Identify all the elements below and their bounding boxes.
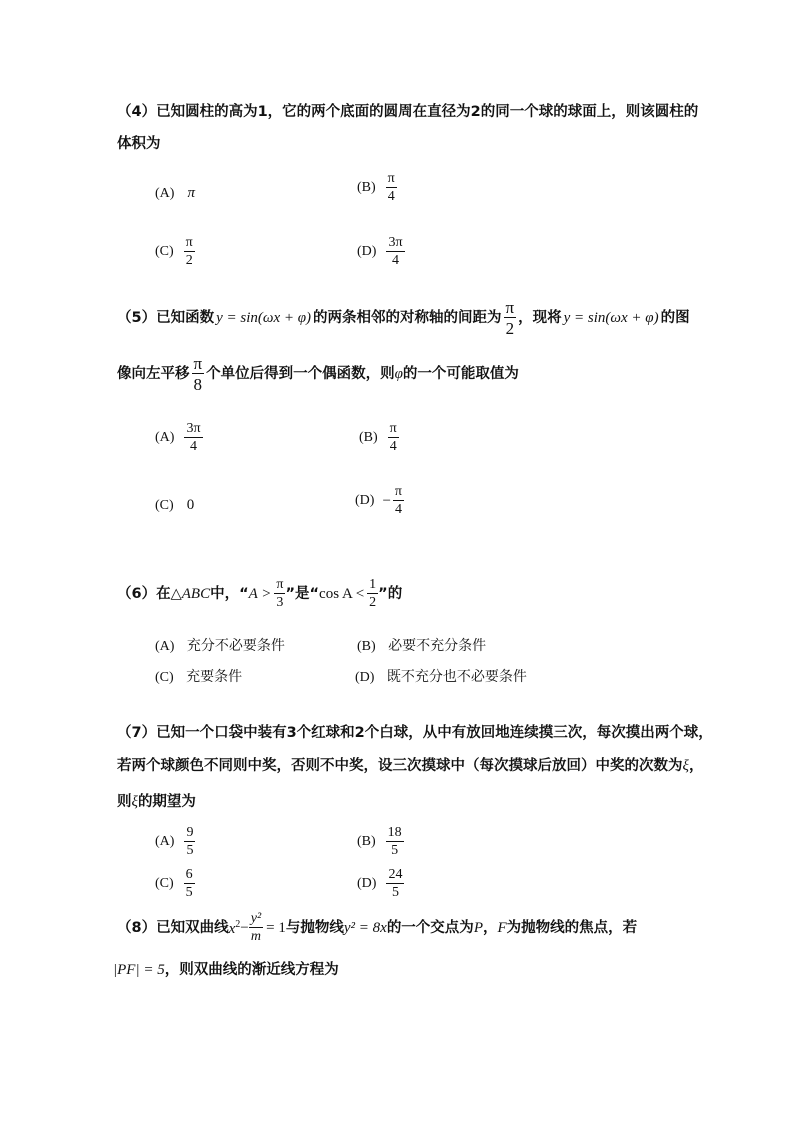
q4-stem-line2: 体积为 <box>117 136 161 152</box>
q7-option-d[interactable] <box>357 868 404 900</box>
q6-condition2-fraction: $\frac{1}{2}$ <box>369 577 377 610</box>
q7-stem-line1: （7）已知一个口袋中装有3个红球和2个白球，从中有放回地连续摸三次，每次摸出两个球， <box>117 725 713 741</box>
q5-option-a[interactable] <box>155 422 203 454</box>
option-fraction: $\frac{\pi}{4}$ <box>387 171 395 204</box>
option-fraction: $\frac{3\pi}{4}$ <box>186 421 201 454</box>
q7-option-a[interactable] <box>155 826 195 858</box>
option-fraction: $\frac{24}{5}$ <box>388 867 403 900</box>
option-label: (D) <box>357 244 377 259</box>
q7-option-c[interactable] <box>155 868 195 900</box>
option-value: 必要不充分条件 <box>388 638 487 654</box>
q5-function-repeat: y = sin(ωx + φ) <box>563 309 659 326</box>
q4-option-b[interactable] <box>357 172 397 204</box>
option-label: (A) <box>155 430 175 445</box>
q5-gap-fraction: $\frac{\pi}{2}$ <box>505 298 515 338</box>
option-value: 0 <box>186 497 195 513</box>
q4-stem-line1: （4）已知圆柱的高为1，它的两个底面的圆周在直径为2的同一个球的球面上，则该圆柱的 <box>117 104 699 120</box>
option-value: 充分不必要条件 <box>186 638 285 654</box>
q8-hyperbola-fraction: $\frac{\text{y²}}{m}$ <box>250 911 262 944</box>
option-label: (D) <box>355 493 375 508</box>
q8-stem-line2: |PF| = 5 ，则双曲线的渐近线方程为 <box>113 962 339 979</box>
option-fraction: $\frac{6}{5}$ <box>185 867 193 900</box>
option-label: (B) <box>357 834 376 849</box>
option-label: (D) <box>355 670 375 685</box>
q5-phi: φ <box>394 365 403 382</box>
option-fraction: $\frac{\pi}{2}$ <box>185 235 193 268</box>
option-fraction: $\frac{\pi}{4}$ <box>394 484 402 517</box>
q7-xi-repeat: ξ <box>131 794 138 810</box>
option-label: (C) <box>155 498 174 513</box>
option-label: (B) <box>359 430 378 445</box>
q8-point-f: F <box>497 919 507 936</box>
q8-point-p: P <box>473 919 483 936</box>
q7-stem-line2: 若两个球颜色不同则中奖，否则不中奖，设三次摸球中（每次摸球后放回）中奖的次数为 ξ ， <box>117 758 704 775</box>
option-label: (B) <box>357 180 376 195</box>
q8-hyperbola-x: $x^2$ <box>228 918 241 937</box>
option-fraction: $\frac{3\pi}{4}$ <box>388 235 403 268</box>
q4-option-c[interactable] <box>155 236 195 268</box>
option-label: (C) <box>155 244 174 259</box>
q6-triangle: ABC <box>181 585 211 602</box>
q7-xi: ξ <box>682 758 689 774</box>
q6-condition1: A > <box>248 585 272 602</box>
option-value: 既不充分也不必要条件 <box>386 669 527 685</box>
q8-parabola: y² = 8x <box>343 919 387 936</box>
q5-option-b[interactable] <box>359 422 399 454</box>
q8-stem-line1: （8）已知双曲线 $x^2$ − $\frac{\text{y²}}{m}$ = 1 与抛物线 y² = 8x 的一个交点为 P ， F 为抛物线的焦点，若 <box>117 911 638 944</box>
q6-option-d[interactable] <box>355 666 527 686</box>
q5-stem-line2: 像向左平移 $\frac{\pi}{8}$ 个单位后得到一个偶函数，则 φ 的一个可能取值为 <box>117 354 519 394</box>
q5-stem-line1: （5）已知函数 y = sin(ωx + φ) 的两条相邻的对称轴的间距为 $\frac{\pi}{2}$ ，现将 y = sin(ωx + φ) 的图 <box>117 298 690 338</box>
option-value: π <box>187 185 196 201</box>
q7-option-b[interactable] <box>357 826 404 858</box>
q6-option-c[interactable] <box>155 666 242 686</box>
option-label: (A) <box>155 834 175 849</box>
option-fraction: $\frac{9}{5}$ <box>186 825 194 858</box>
q6-condition2: cos A < <box>319 585 365 602</box>
q8-pf-condition: |PF| = 5 <box>113 962 165 978</box>
q6-stem: （6）在△ ABC 中，“ A > $\frac{\pi}{3}$ ”是“ cos A < $\frac{1}{2}$ ”的 <box>117 577 403 610</box>
q4-option-d[interactable] <box>357 236 405 268</box>
option-label: (A) <box>155 186 175 201</box>
q5-option-c[interactable] <box>155 494 194 514</box>
option-fraction: $\frac{18}{5}$ <box>387 825 402 858</box>
option-label: (C) <box>155 670 174 685</box>
option-label: (C) <box>155 876 174 891</box>
option-label: (A) <box>155 639 175 654</box>
q5-function: y = sin(ωx + φ) <box>216 309 312 326</box>
q4-option-a[interactable] <box>155 182 195 202</box>
q6-condition1-fraction: $\frac{\pi}{3}$ <box>276 577 284 610</box>
option-sign: − <box>382 492 391 509</box>
q7-stem-line3: 则 ξ 的期望为 <box>117 794 196 811</box>
option-fraction: $\frac{\pi}{4}$ <box>389 421 397 454</box>
q6-option-a[interactable] <box>155 635 285 655</box>
option-label: (B) <box>357 639 376 654</box>
q5-option-d[interactable] <box>355 485 404 517</box>
q5-shift-fraction: $\frac{\pi}{8}$ <box>193 354 203 394</box>
option-label: (D) <box>357 876 377 891</box>
q6-option-b[interactable] <box>357 635 486 655</box>
option-value: 充要条件 <box>186 669 243 685</box>
